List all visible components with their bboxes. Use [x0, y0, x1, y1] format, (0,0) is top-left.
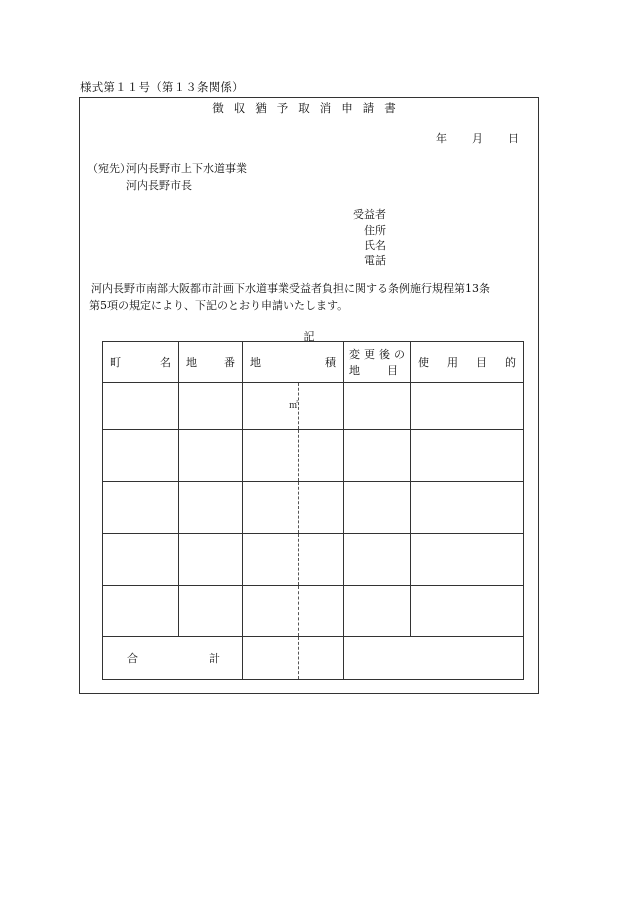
detail-table — [102, 341, 524, 680]
cell-changed-category[interactable] — [344, 482, 411, 534]
date-year-label: 年 — [436, 132, 447, 145]
table-row — [103, 383, 524, 430]
cell-purpose[interactable] — [411, 586, 524, 637]
addressee-prefix: （宛先） — [87, 162, 131, 175]
form-title: 徴収猶予取消申請書 — [212, 101, 406, 115]
body-text — [91, 280, 531, 314]
table-total-row — [103, 637, 524, 680]
cell-lot-number[interactable] — [179, 482, 243, 534]
cell-changed-category[interactable] — [344, 383, 411, 430]
total-area-cell[interactable] — [243, 637, 344, 680]
header-changed-land-category: 変 更 後 の 地 目 — [344, 342, 411, 383]
cell-town[interactable] — [103, 383, 179, 430]
cell-changed-category[interactable] — [344, 534, 411, 586]
cell-lot-number[interactable] — [179, 534, 243, 586]
addressee-line1: 河内長野市上下水道事業 — [126, 162, 247, 175]
form-number-label: 様式第１１号（第１３条関係） — [80, 80, 244, 94]
cell-town[interactable] — [103, 482, 179, 534]
cell-town[interactable] — [103, 430, 179, 482]
cell-area[interactable] — [243, 383, 344, 430]
table-row — [103, 586, 524, 637]
cell-area[interactable] — [243, 534, 344, 586]
cell-purpose[interactable] — [411, 430, 524, 482]
header-lot-number: 地 番 — [179, 342, 243, 383]
table-header-row — [103, 342, 524, 383]
header-town: 町 名 — [103, 342, 179, 383]
cell-purpose[interactable] — [411, 482, 524, 534]
total-remaining-cell — [344, 637, 524, 680]
cell-area[interactable] — [243, 586, 344, 637]
cell-purpose[interactable] — [411, 383, 524, 430]
area-unit-label: ㎡ — [289, 401, 299, 411]
date-month-label: 月 — [472, 132, 483, 145]
cell-town[interactable] — [103, 534, 179, 586]
cell-purpose[interactable] — [411, 534, 524, 586]
cell-changed-category[interactable] — [344, 586, 411, 637]
body-line-2: 第5項の規定により、下記のとおり申請いたします。 — [89, 299, 349, 312]
total-label-cell — [103, 637, 243, 680]
table-row — [103, 482, 524, 534]
addressee-line2: 河内長野市長 — [126, 179, 192, 192]
total-label-char-1: 合 — [127, 652, 138, 665]
header-area: 地 積 — [243, 342, 344, 383]
cell-area[interactable] — [243, 482, 344, 534]
header-purpose: 使 用 目 的 — [411, 342, 524, 383]
applicant-heading: 受益者 — [353, 208, 386, 221]
cell-lot-number[interactable] — [179, 430, 243, 482]
cell-town[interactable] — [103, 586, 179, 637]
applicant-name-label: 氏名 — [364, 239, 386, 252]
applicant-phone-label: 電話 — [364, 254, 386, 267]
ki-label: 記 — [303, 330, 315, 343]
body-line-1: 河内長野市南部大阪都市計画下水道事業受益者負担に関する条例施行規程第13条 — [91, 282, 490, 295]
cell-lot-number[interactable] — [179, 586, 243, 637]
date-day-label: 日 — [508, 132, 519, 145]
table-row — [103, 430, 524, 482]
cell-area[interactable] — [243, 430, 344, 482]
cell-lot-number[interactable] — [179, 383, 243, 430]
total-label-char-2: 計 — [209, 652, 220, 665]
table-row — [103, 534, 524, 586]
cell-changed-category[interactable] — [344, 430, 411, 482]
applicant-address-label: 住所 — [364, 224, 386, 237]
